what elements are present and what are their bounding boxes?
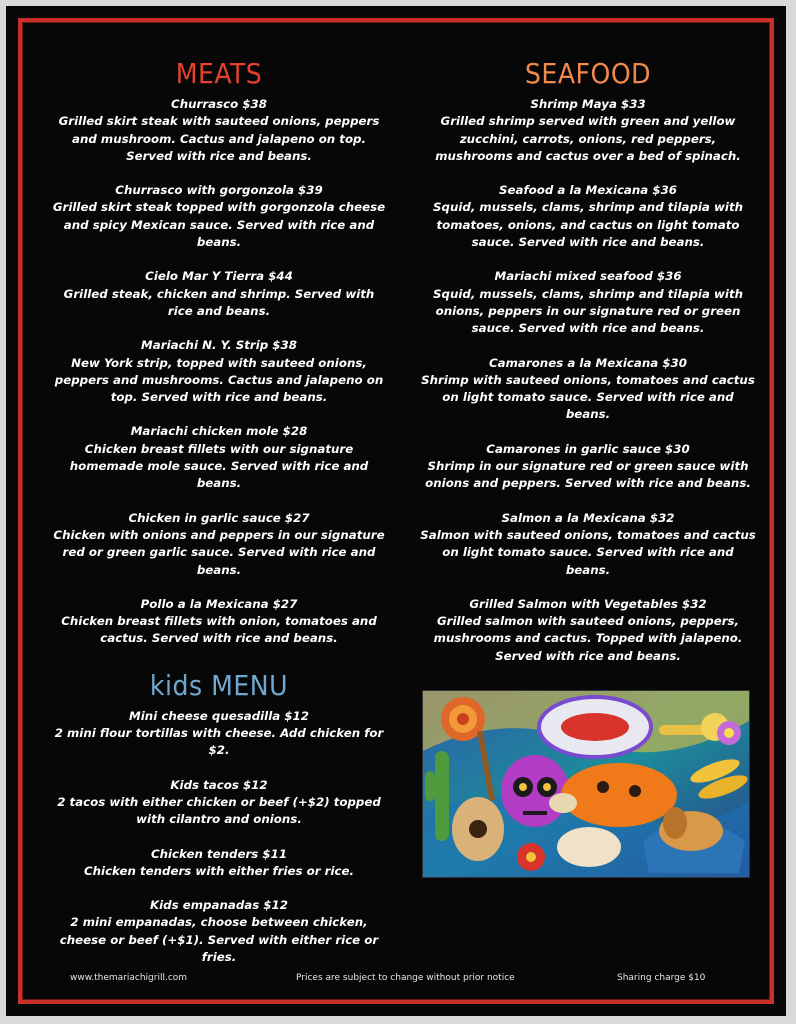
- menu-item: [420, 182, 756, 251]
- item-title: Churrasco with gorgonzola $39: [115, 183, 323, 198]
- kids-list: [52, 708, 386, 967]
- seafood-heading: SEAFOOD: [524, 57, 652, 90]
- item-description: Salmon with sauteed onions, tomatoes and cactus on light tomato sauce. Served with rice and beans.: [420, 527, 756, 577]
- mexican-folk-art-illustration: [422, 690, 750, 878]
- menu-item: [420, 596, 756, 665]
- item-title: Pollo a la Mexicana $27: [140, 596, 298, 611]
- item-description: Grilled salmon with sauteed onions, peppers, mushrooms and cactus. Topped with jalapeno. Served with rice and beans.: [433, 614, 743, 663]
- menu-item: [420, 510, 756, 579]
- menu-item: [52, 182, 386, 251]
- item-description: Chicken with onions and peppers in our signature red or green garlic sauce. Served with rice and beans.: [53, 527, 385, 577]
- menu-item: [420, 355, 756, 424]
- menu-item: [420, 441, 756, 493]
- item-description: Shrimp with sauteed onions, tomatoes and cactus on light tomato sauce. Served with rice and beans.: [421, 372, 755, 422]
- item-description: Grilled steak, chicken and shrimp. Served with rice and beans.: [63, 286, 375, 318]
- meats-list: [52, 96, 386, 648]
- item-title: Chicken tenders $11: [150, 846, 288, 861]
- menu-item: [52, 708, 386, 760]
- item-title: Kids empanadas $12: [150, 898, 288, 913]
- meats-heading: MEATS: [175, 57, 263, 90]
- item-title: Kids tacos $12: [170, 777, 268, 792]
- item-description: Chicken breast fillets with onion, tomatoes and cactus. Served with rice and beans.: [61, 614, 377, 646]
- item-description: 2 mini empanadas, choose between chicken, cheese or beef (+$1). Served with either rice or fries.: [59, 915, 379, 964]
- item-title: Shrimp Maya $33: [530, 97, 646, 111]
- item-description: Grilled shrimp served with green and yellow zucchini, carrots, onions, red peppers, mushrooms and cactus over a bed of spinach.: [435, 114, 741, 163]
- item-title: Salmon a la Mexicana $32: [501, 510, 675, 525]
- item-description: Shrimp in our signature red or green sauce with onions and peppers. Served with rice and beans.: [425, 459, 751, 491]
- right-column: [420, 56, 756, 682]
- item-title: Camarones a la Mexicana $30: [489, 355, 687, 370]
- menu-item: [52, 96, 386, 165]
- item-description: Chicken tenders with either fries or rice.: [83, 863, 355, 878]
- kids-menu-heading: kids MENU: [149, 668, 289, 702]
- menu-item: [52, 897, 386, 966]
- item-title: Churrasco $38: [171, 97, 267, 111]
- menu-item: [52, 596, 386, 648]
- footer-sharing-charge: Sharing charge $10: [617, 973, 706, 983]
- item-title: Chicken in garlic sauce $27: [128, 510, 310, 525]
- footer-price-notice: Prices are subject to change without prior notice: [296, 973, 515, 983]
- menu-item: [52, 777, 386, 829]
- item-title: Mini cheese quesadilla $12: [129, 708, 309, 723]
- menu-item: [420, 96, 756, 165]
- footer-website: www.themariachigrill.com: [70, 973, 188, 983]
- menu-item: [52, 337, 386, 406]
- item-title: Grilled Salmon with Vegetables $32: [469, 596, 707, 611]
- item-title: Mariachi N. Y. Strip $38: [141, 338, 297, 353]
- item-description: 2 tacos with either chicken or beef (+$2) topped with cilantro and onions.: [57, 794, 381, 827]
- menu-item: [52, 423, 386, 492]
- item-description: 2 mini flour tortillas with cheese. Add chicken for $2.: [54, 726, 384, 758]
- artwork-graphic: [423, 691, 749, 877]
- item-title: Seafood a la Mexicana $36: [499, 183, 677, 198]
- item-description: Chicken breast fillets with our signature homemade mole sauce. Served with rice and beans.: [69, 441, 369, 491]
- item-description: New York strip, topped with sauteed onions, peppers and mushrooms. Cactus and jalapeno on top. Served with rice and beans.: [54, 355, 384, 405]
- item-title: Camarones in garlic sauce $30: [486, 441, 690, 456]
- item-description: Grilled skirt steak with sauteed onions, peppers and mushroom. Cactus and jalapeno on top. Served with rice and beans.: [58, 114, 380, 163]
- item-description: Grilled skirt steak topped with gorgonzola cheese and spicy Mexican sauce. Served with rice and beans.: [52, 200, 386, 250]
- menu-page: [6, 6, 786, 1016]
- menu-item: [420, 268, 756, 337]
- item-description: Squid, mussels, clams, shrimp and tilapia with tomatoes, onions, and cactus on light tomato sauce. Served with rice and beans.: [433, 200, 743, 250]
- seafood-list: [420, 96, 756, 665]
- item-description: Squid, mussels, clams, shrimp and tilapia with onions, peppers in our signature red or green sauce. Served with rice and beans.: [433, 286, 743, 336]
- menu-item: [52, 510, 386, 579]
- item-title: Mariachi chicken mole $28: [130, 424, 308, 439]
- item-title: Mariachi mixed seafood $36: [494, 269, 682, 284]
- item-title: Cielo Mar Y Tierra $44: [145, 269, 293, 284]
- left-column: [52, 56, 386, 983]
- menu-item: [52, 846, 386, 881]
- menu-item: [52, 268, 386, 320]
